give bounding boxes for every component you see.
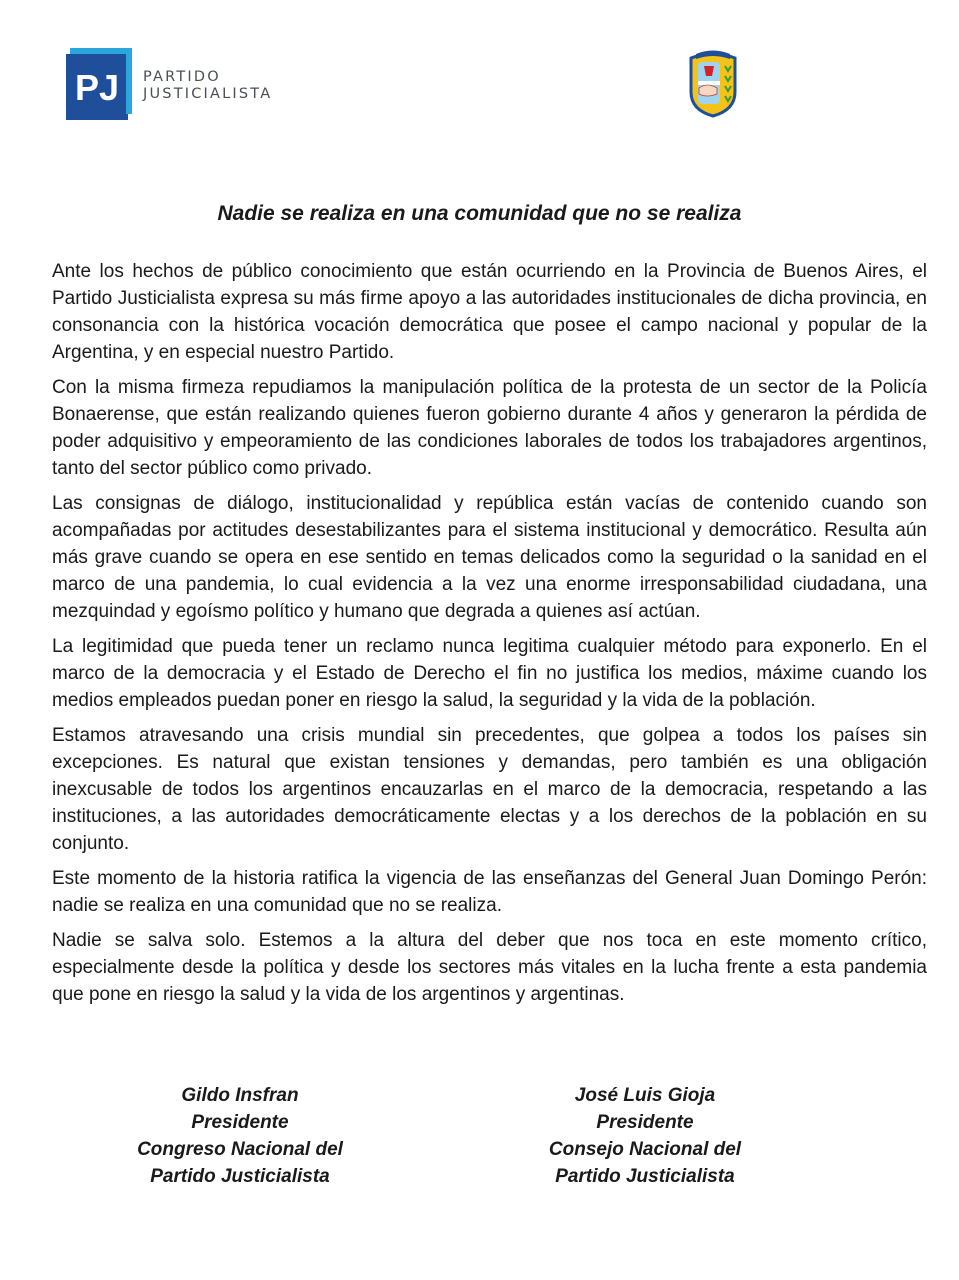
signature-role: Presidente: [596, 1112, 694, 1133]
page-title: Nadie se realiza en una comunidad que no se realiza: [217, 202, 742, 225]
peronist-shield-icon: [687, 48, 739, 118]
pj-logo-text: [143, 69, 272, 103]
signature-name: Gildo Insfran: [181, 1085, 299, 1106]
pj-logo-mark: [66, 48, 132, 120]
signature-name: José Luis Gioja: [574, 1085, 716, 1106]
logo-line-justicialista: JUSTICIALISTA: [143, 86, 273, 102]
signature-role: Presidente: [191, 1112, 289, 1133]
signature-body: Consejo Nacional del: [548, 1139, 742, 1160]
signature-party: Partido Justicialista: [555, 1166, 735, 1187]
signature-body: Congreso Nacional del: [137, 1139, 343, 1160]
statement-body: [52, 258, 927, 1016]
signature-party: Partido Justicialista: [150, 1166, 330, 1187]
paragraph-2: Con la misma firmeza repudiamos la manipulación política de la protesta de un sector de la Policía Bonaerense, que están realizando quienes fueron gobierno durante 4 años y generaron la pérdida de poder adquisitivo y empeoramiento de las condiciones laborales de todos los trabajadores argentinos, tanto del sector público como privado.: [52, 377, 927, 479]
paragraph-1: Ante los hechos de público conocimiento que están ocurriendo en la Provincia de Buenos Aires, el Partido Justicialista expresa su más firme apoyo a las autoridades institucionales de dicha provincia, en consonancia con la histórica vocación democrática que posee el campo nacional y popular de la Argentina, y en especial nuestro Partido.: [52, 261, 927, 363]
pj-logo-letters: PJ: [74, 67, 120, 108]
paragraph-6: Este momento de la historia ratifica la vigencia de las enseñanzas del General Juan Domingo Perón: nadie se realiza en una comunidad que no se realiza.: [52, 868, 927, 916]
paragraph-3: Las consignas de diálogo, institucionalidad y república están vacías de contenido cuando son acompañadas por actitudes desestabilizantes para el sistema institucional y democrático. Resulta aún más grave cuando se opera en ese sentido en temas delicados como la seguridad o la sanidad en el marco de una pandemia, lo cual evidencia a la vez una enorme irresponsabilidad ciudadana, una mezquindad y egoísmo político y humano que degrada a quienes así actúan.: [52, 493, 927, 622]
paragraph-5: Estamos atravesando una crisis mundial sin precedentes, que golpea a todos los países sin excepciones. Es natural que existan tensiones y demandas, pero también es una obligación inexcusable de todos los argentinos encauzarlas en el marco de la democracia, respetando a las instituciones, a las autoridades democráticamente electas y a los derechos de la población en su conjunto.: [52, 725, 927, 854]
logo-line-partido: PARTIDO: [143, 69, 221, 85]
signature-insfran: [130, 1082, 350, 1190]
paragraph-4: La legitimidad que pueda tener un reclamo nunca legitima cualquier método para exponerlo. En el marco de la democracia y el Estado de Derecho el fin no justifica los medios, máxime cuando los medios empleados puedan poner en riesgo la salud, la seguridad y la vida de la población.: [52, 636, 927, 711]
signature-gioja: [535, 1082, 755, 1190]
paragraph-7: Nadie se salva solo. Estemos a la altura del deber que nos toca en este momento crítico, especialmente desde la política y desde los sectores más vitales en la lucha frente a esta pandemia que pone en riesgo la salud y la vida de los argentinos y argentinas.: [52, 930, 927, 1005]
